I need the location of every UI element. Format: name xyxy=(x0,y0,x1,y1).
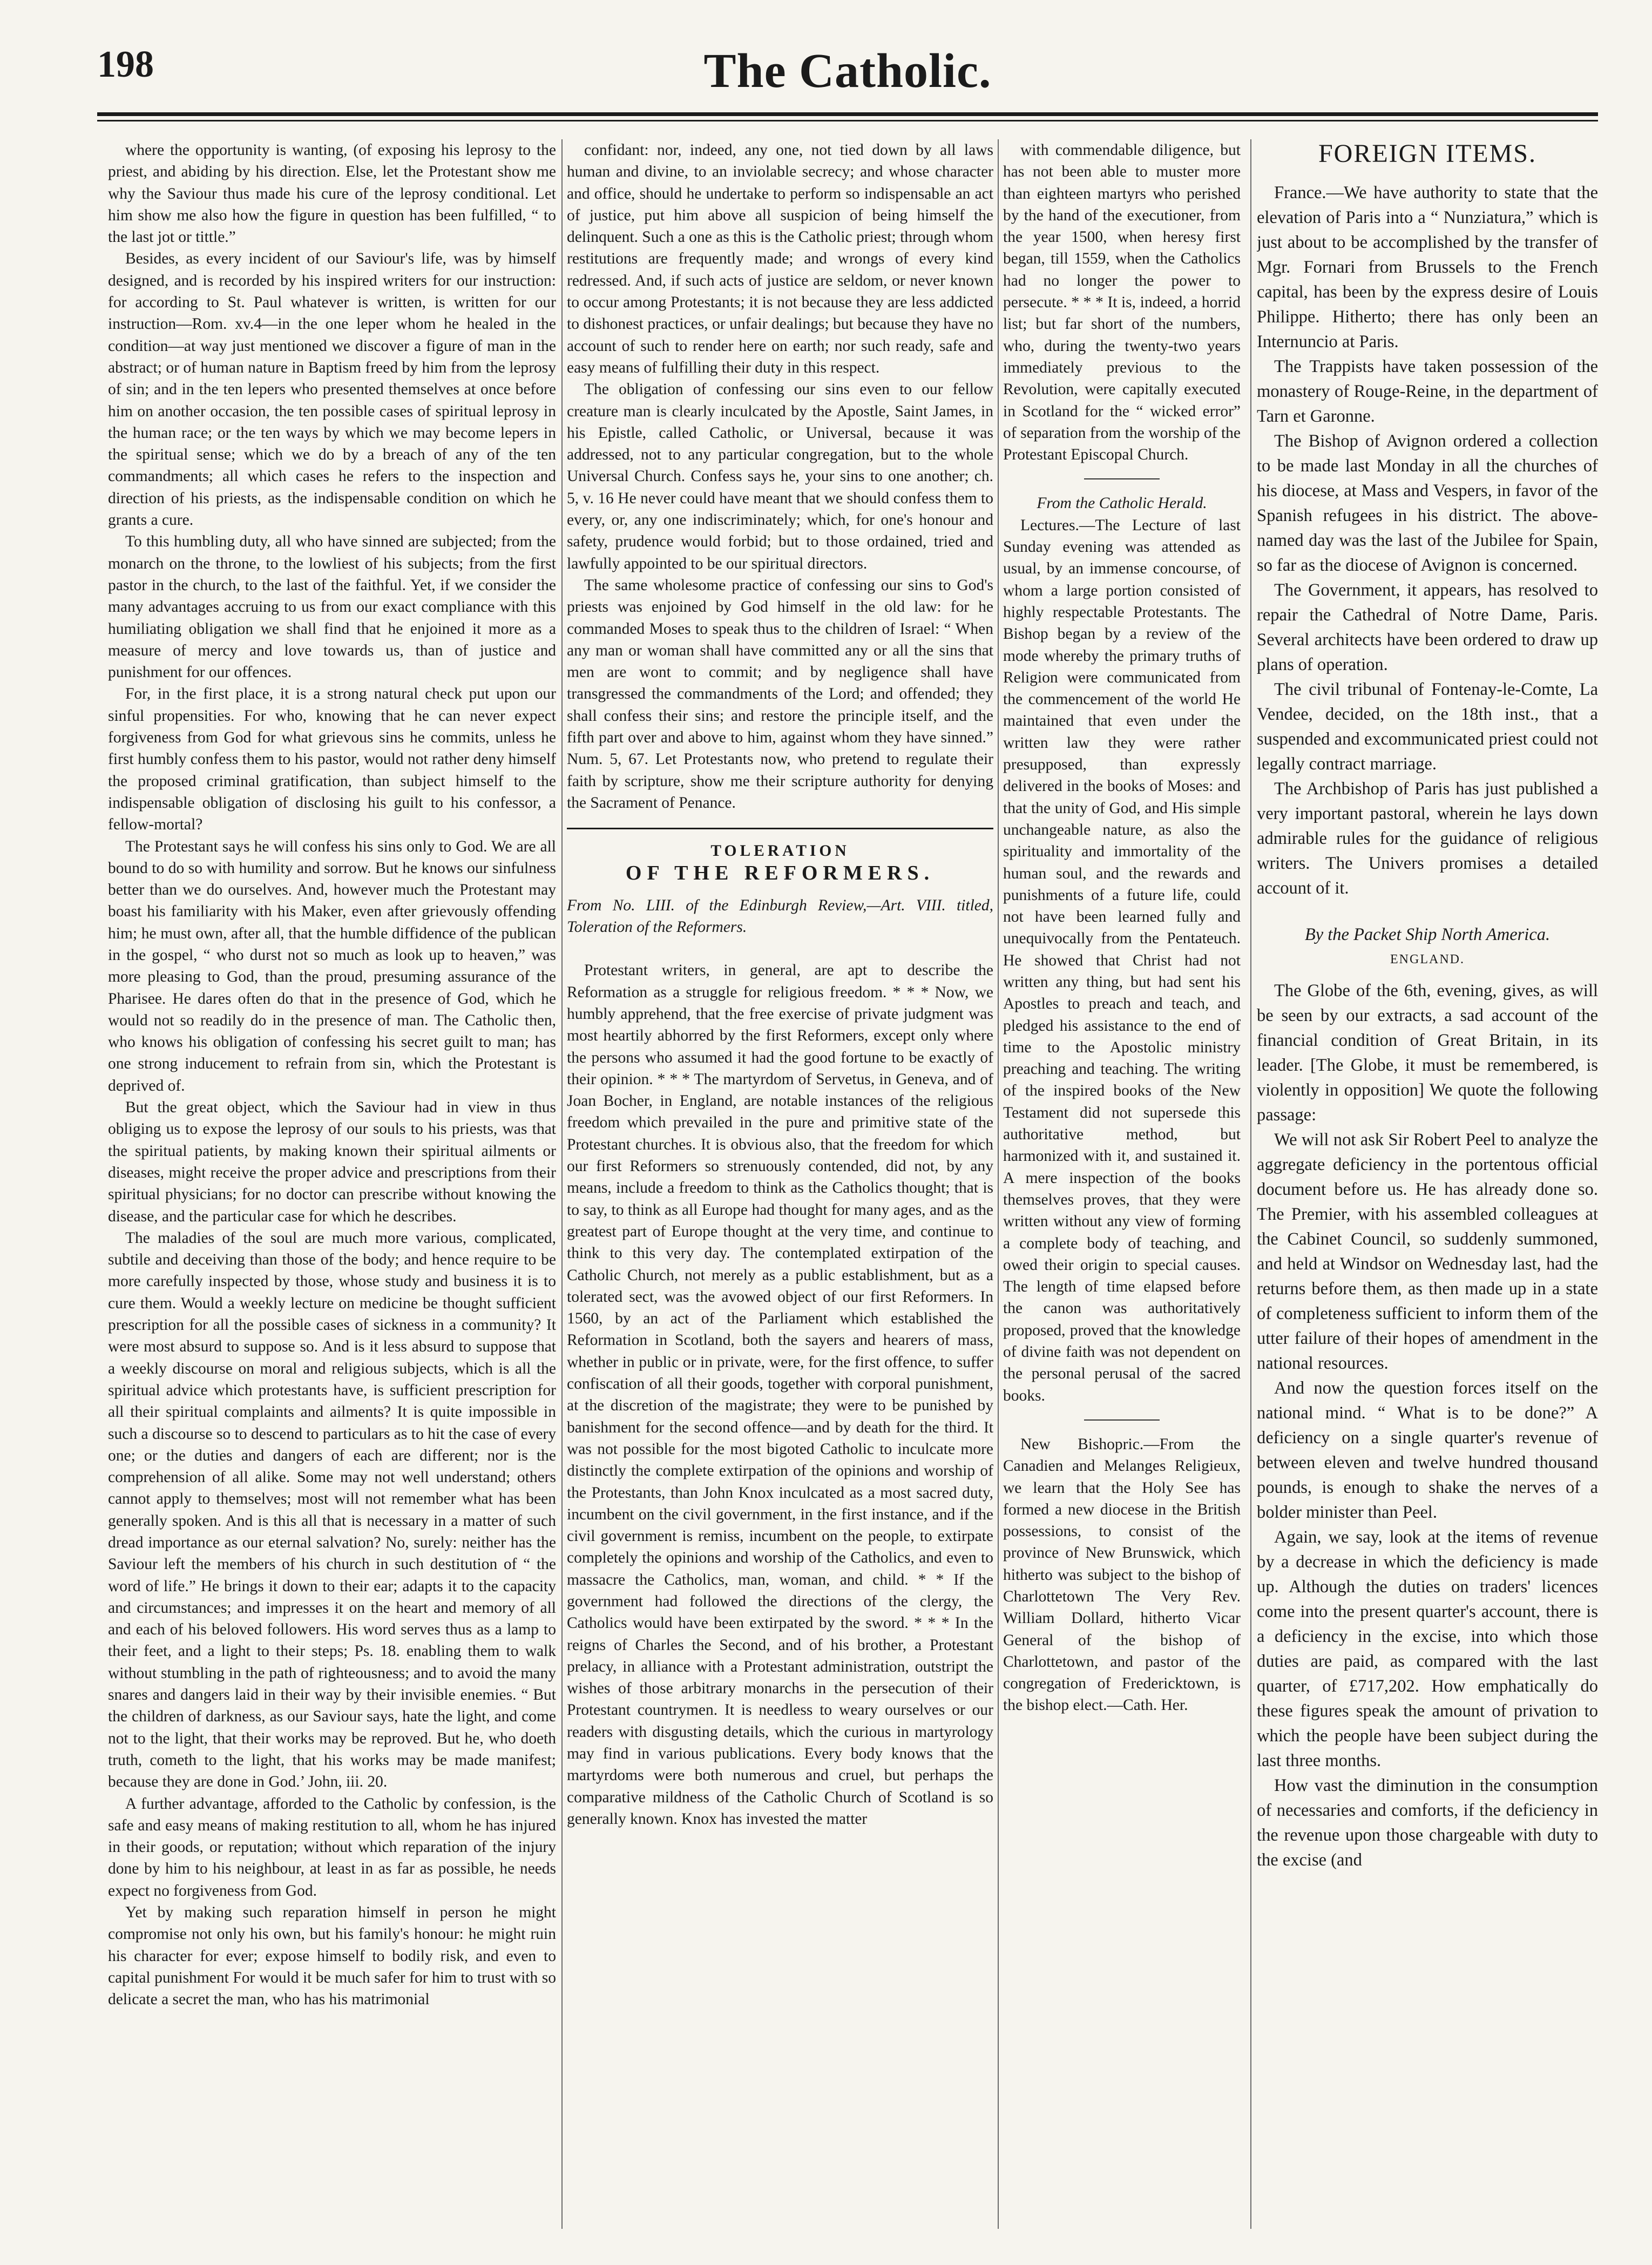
column-3 xyxy=(1003,139,1241,2229)
section-rule xyxy=(1084,478,1160,479)
paragraph: The Protestant says he will confess his sins only to God. We are all bound to do so with humility and sorrow. But he knows our sinfulness better than we do ourselves. And, however much the Protestant may boast his familiarity with his Maker, even after grievously offending him; he must own, after all, that the humble diffidence of the publican in the gospel, “ who durst not so much as look up to heaven,” was more pleasing to God, than the proud, presuming assurance of the Pharisee. He dares often do that in the presence of God, which he would not so readily do in the presence of man. The Catholic then, who knows his obligation of confessing his secret guilt to man; has one strong inducement to refrain from sin, which the Protestant is deprived of. xyxy=(108,837,556,1094)
header-rule-thin xyxy=(97,120,1598,121)
paragraph: Yet by making such reparation himself in person he might compromise not only his own, but his family's honour: he might ruin his character for ever; expose himself to bodily risk, and even to capital punishment For would it be much safer for him to trust with so delicate a secret the man, who has his matrimonial xyxy=(108,1904,556,2009)
masthead-title: The Catholic. xyxy=(703,44,992,98)
article-subtitle: OF THE REFORMERS. xyxy=(625,861,935,884)
paragraph: The Globe of the 6th, evening, gives, as will be seen by our extracts, a sad account of the financial condition of Great Britain, in its leader. [The Globe, it must be remembered, is violently in opposition] We quote the following passage: xyxy=(1257,981,1598,1125)
column-divider xyxy=(998,139,999,2229)
page-number: 198 xyxy=(97,44,154,85)
paragraph: Besides, as every incident of our Saviour's life, was by himself designed, and is recorded by his inspired writers for our instruction: for according to St. Paul whatever is written, is written for our instruction—Rom. xv.4—in the one leper whom he healed in the condition—at way just mentioned we discover a figure of man in the abstract; or of human nature in Baptism freed by him from the leprosy of sin; and in the ten lepers who presented themselves at once before him on another occasion, the ten possible cases of spiritual leprosy in the human race; or the ten ways by which we may become lepers in the spiritual sense; which we do by a breach of any of the ten commandments; all which cases he refers to the inspection and direction of his priests, as the indispensable condition on which he grants a cure. xyxy=(108,250,556,529)
paragraph: The Archbishop of Paris has just published a very important pastoral, wherein he lays down admirable rules for the guidance of religious writers. The Univers promises a detailed account of it. xyxy=(1257,779,1598,898)
column-2 xyxy=(567,139,993,2229)
article-title-block xyxy=(567,828,993,884)
section-rule xyxy=(1084,1419,1160,1421)
article-byline: From No. LIII. of the Edinburgh Review,—Art. VIII. titled, Toleration of the Reformers. xyxy=(567,896,993,936)
column-4 xyxy=(1257,139,1598,2229)
section-heading: FOREIGN ITEMS. xyxy=(1318,139,1536,168)
paragraph: where the opportunity is wanting, (of exposing his leprosy to the priest, and abiding by his direction. Else, let the Protestant show me why the Saviour thus made his cure of the leprosy conditional. Let him show me also how the figure in question has been fulfilled, “ to the last jot or tittle.” xyxy=(108,141,556,246)
paragraph: The obligation of confessing our sins even to our fellow creature man is clearly inculcated by the Apostle, Saint James, in his Epistle, called Catholic, or Universal, because it was addressed, not to any particular congregation, but to the whole Universal Church. Confess says he, your sins to one another; ch. 5, v. 16 He never could have meant that we should confess them to every, or, any one indiscriminately; which, for one's honour and safety, prudence would forbid; but to those ordained, tried and lawfully appointed to be our spiritual directors. xyxy=(567,381,993,572)
paragraph: But the great object, which the Saviour had in view in thus obliging us to expose the leprosy of our souls to his priests, was that the spiritual patients, by making known their spiritual ailments or diseases, might receive the proper advice and prescriptions from their spiritual physicians; for no doctor can prescribe without knowing the disease, and the particular case for which he describes. xyxy=(108,1099,556,1225)
title-rule xyxy=(567,828,993,829)
paragraph: How vast the diminution in the consumption of necessaries and comforts, if the deficiency in the revenue upon those chargeable with duty to the excise (and xyxy=(1257,1776,1598,1870)
column-divider xyxy=(1250,139,1251,2229)
paragraph: New Bishopric.—From the Canadien and Melanges Religieux, we learn that the Holy See has formed a new diocese in the British possessions, to consist of the province of New Brunswick, which hitherto was subject to the bishop of Charlottetown The Very Rev. William Dollard, hitherto Vicar General of the bishop of Charlottetown, and pastor of the congregation of Fredericktown, is the bishop elect.—Cath. Her. xyxy=(1003,1435,1241,1714)
column-1 xyxy=(108,139,556,2229)
paragraph: France.—We have authority to state that the elevation of Paris into a “ Nunziatura,” which is just about to be accomplished by the transfer of Mgr. Fornari from Brussels to the French capital, has been by the express desire of Louis Philippe. Hitherto; there has only been an Internuncio at Paris. xyxy=(1257,183,1598,351)
paragraph: A further advantage, afforded to the Catholic by confession, is the safe and easy means of making restitution to all, whom he has injured in their goods, or reputation; without which reparation of the injury done by him to his neighbour, at least in as far as possible, he needs expect no forgiveness from God. xyxy=(108,1795,556,1899)
paragraph: And now the question forces itself on the national mind. “ What is to be done?” A deficiency on a single quarter's revenue of between eleven and twelve hundred thousand pounds, is enough to shake the nerves of a bolder minister than Peel. xyxy=(1257,1378,1598,1522)
paragraph: The same wholesome practice of confessing our sins to God's priests was enjoined by God himself in the old law: for he commanded Moses to speak thus to the children of Israel: “ When any man or woman shall have committed any or all the sins that men are wont to commit; and by negligence shall have transgressed the commandments of the Lord; and offended; they shall confess their sins; and restore the principle itself, and the fifth part over and above to him, against whom they have sinned.” Num. 5, 67. Let Protestants now, who pretend to regulate their faith by scripture, show me their scripture authority for denying the Sacrament of Penance. xyxy=(567,576,993,812)
column-divider xyxy=(561,139,563,2229)
paragraph: The Trappists have taken possession of the monastery of Rouge-Reine, in the department of Tarn et Garonne. xyxy=(1257,357,1598,426)
header-rule-thick xyxy=(97,112,1598,116)
sub-heading: ENGLAND. xyxy=(1390,952,1465,966)
paragraph: The Government, it appears, has resolved to repair the Cathedral of Notre Dame, Paris. Several architects have been ordered to draw up plans of operation. xyxy=(1257,580,1598,674)
paragraph: For, in the first place, it is a strong natural check put upon our sinful propensities. For who, knowing that he can never expect forgiveness from God for what grievous sins he commits, unless he first humbly confess them to his pastor, would not rather deny himself the proposed criminal gratification, than subject himself to the indispensable obligation of disclosing his guilt to his confessor, a fellow-mortal? xyxy=(108,685,556,834)
article-title: TOLERATION xyxy=(710,842,850,860)
paragraph: Lectures.—The Lecture of last Sunday evening was attended as usual, by an immense concourse, of whom a large portion consisted of highly respectable Protestants. The Bishop began by a review of the mode whereby the primary truths of Religion were communicated from the commencement of the world He maintained that even under the written law they were rather presupposed, than expressly delivered in the books of Moses: and that the unity of God, and His simple unchangeable nature, as also the spirituality and immortality of the human soul, and the rewards and punishments of a future life, could not have been learned fully and unequivocally from the Pentateuch. He showed that Christ had not written any thing, but had sent his Apostles to preach and teach, and pledged his assistance to the end of time to the Apostolic ministry preaching and teaching. The writing of the inspired books of the New Testament did not supersede this authoritative method, but harmonized with it, and sustained it. A mere inspection of the books themselves proves, that they were written without any view of forming a complete body of teaching, and owed their origin to special causes. The length of time elapsed before the canon was authoritatively proposed, proved that the knowledge of divine faith was not dependent on the personal perusal of the sacred books. xyxy=(1003,516,1241,1404)
paragraph: with commendable diligence, but has not been able to muster more than eighteen martyrs who perished by the hand of the executioner, from the year 1500, when heresy first began, till 1559, when the Catholics had no longer the power to persecute. * * * It is, indeed, a horrid list; but far short of the numbers, who, during the twenty-two years immediately previous to the Revolution, were capitally executed in Scotland for the “ wicked error” of separation from the worship of the Protestant Episcopal Church. xyxy=(1003,141,1241,464)
paragraph: To this humbling duty, all who have sinned are subjected; from the monarch on the throne, to the lowliest of his subjects; from the first pastor in the church, to the last of the faithful. Yet, if we consider the many advantages accruing to us from our exact compliance with this humiliating obligation we shall find that he enjoined it more as a measure of mercy and love towards us, than of justice and punishment for our offences. xyxy=(108,533,556,681)
paragraph: confidant: nor, indeed, any one, not tied down by all laws human and divine, to an inviolable secrecy; and whose character and office, should he undertake to perform so indispensable an act of justice, put him above all suspicion of being himself the delinquent. Such a one as this is the Catholic priest; through whom restitutions are frequently made; and wrongs of every kind redressed. And, if such acts of justice are seldom, or never known to occur among Protestants; it is not because they are less addicted to dishonest practices, or unfair dealings; but because they have no account of such to render here on earth; nor such ready, safe and easy means of fulfilling their duty in this respect. xyxy=(567,141,993,376)
paragraph: Again, we say, look at the items of revenue by a decrease in which the deficiency is made up. Although the duties on traders' licences come into the present quarter's account, there is a deficiency in the excise, into which those duties are paid, as compared with the last quarter, of £717,202. How emphatically do these figures speak the amount of privation to which the people have been subject during the last three months. xyxy=(1257,1527,1598,1770)
source-caption: By the Packet Ship North America. xyxy=(1304,925,1551,944)
paragraph: We will not ask Sir Robert Peel to analyze the aggregate deficiency in the portentous official document before us. He has already done so. The Premier, with his assembled colleagues at the Cabinet Council, so suddenly summoned, and held at Windsor on Wednesday last, had the returns before them, as then made up in a state of completeness sufficient to inform them of the utter failure of their hopes of amendment in the national resources. xyxy=(1257,1130,1598,1373)
paragraph: The maladies of the soul are much more various, complicated, subtile and deceiving than those of the body; and hence require to be more carefully inspected by those, whose study and business it is to cure them. Would a weekly lecture on medicine be thought sufficient prescription for all the possible cases of sickness in a community? It were most absurd to suppose so. And is it less absurd to suppose that a weekly discourse on moral and religious subjects, which is all the spiritual advice which protestants have, is sufficient prescription for all their spiritual complaints and ailments? It is quite impossible in such a discourse so to descend to particulars as to hit the case of every one; or the duties and dangers of each are different; nor is the comprehension of all alike. Some may not well understand; others cannot apply to themselves; most will not remember what has been generally spoken. And is this all that is necessary in a matter of such dread importance as our eternal salvation? No, surely: neither has the Saviour left the members of his church in such destitution of “ the word of life.” He brings it down to their ear; adapts it to the capacity and circumstances; and impresses it on the heart and memory of all and each of his beloved followers. His word serves thus as a lamp to their feet, and a light to their steps; Ps. 18. enabling them to walk without stumbling in the path of righteousness; and to avoid the many snares and dangers laid in their way by their invisible enemies. “ But the children of darkness, as our Saviour says, hate the light, and come not to the light, that their works may be reproved. But he, who doeth truth, cometh to the light, that his works may be made manifest; because they are done in God.’ John, iii. 20. xyxy=(108,1229,556,1791)
paragraph: Protestant writers, in general, are apt to describe the Reformation as a struggle for religious freedom. * * * Now, we humbly apprehend, that the free exercise of private judgment was most heartily abhorred by the first Reformers, except only where the persons who assumed it had the good fortune to be exactly of their opinion. * * * The martyrdom of Servetus, in Geneva, and of Joan Bocher, in England, are notable instances of the religious freedom which prevailed in the pure and primitive state of the Protestant churches. It is obvious also, that the freedom for which our first Reformers so strenuously contended, did not, by any means, include a freedom to think as the Catholics thought; that is to say, to think as all Europe had thought for many ages, and as the greatest part of Europe thought at the very time, and continue to think to this very day. The contemplated extirpation of the Catholic Church, not merely as a public establishment, but as a tolerated sect, was the avowed object of our first Reformers. In 1560, by an act of the Parliament which established the Reformation in Scotland, both the sayers and hearers of mass, whether in public or in private, were, for the first offence, to suffer confiscation of all their goods, together with corporal punishment, at the discretion of the magistrate; they were to be punished by banishment for the second offence—and by death for the third. It was not possible for the most bigoted Catholic to inculcate more distinctly the complete extirpation of the opinions and worship of the Protestants, than John Knox inculcated as a most sacred duty, incumbent on the civil government, in the first instance, and if the civil government is remiss, incumbent on the people, to extirpate completely the opinions and worship of the Catholics, and even to massacre the Catholics, man, woman, and child. * * If the government had followed the directions of the clergy, the Catholics would have been extirpated by the sword. * * * In the reigns of Charles the Second, and of his brother, a Protestant prelacy, in alliance with a Protestant administration, outstript the wishes of those arbitrary monarchs in the persecution of their Protestant countrymen. It is needless to weary ourselves or our readers with disgusting details, which the curious in martyrology may find in various publications. Every body knows that the martyrdoms were both numerous and cruel, but perhaps the comparative mildness of the Catholic Church of Scotland is so generally known. Knox has invested the matter xyxy=(567,962,993,1828)
source-caption: From the Catholic Herald. xyxy=(1037,495,1207,512)
paragraph: The Bishop of Avignon ordered a collection to be made last Monday in all the churches of his diocese, at Mass and Vespers, in favor of the Spanish refugees in his district. The above-named day was the last of the Jubilee for Spain, so far as the diocese of Avignon is concerned. xyxy=(1257,431,1598,575)
page-header xyxy=(97,43,1598,113)
paragraph: The civil tribunal of Fontenay-le-Comte, La Vendee, decided, on the 18th inst., that a suspended and excommunicated priest could not legally contract marriage. xyxy=(1257,680,1598,774)
